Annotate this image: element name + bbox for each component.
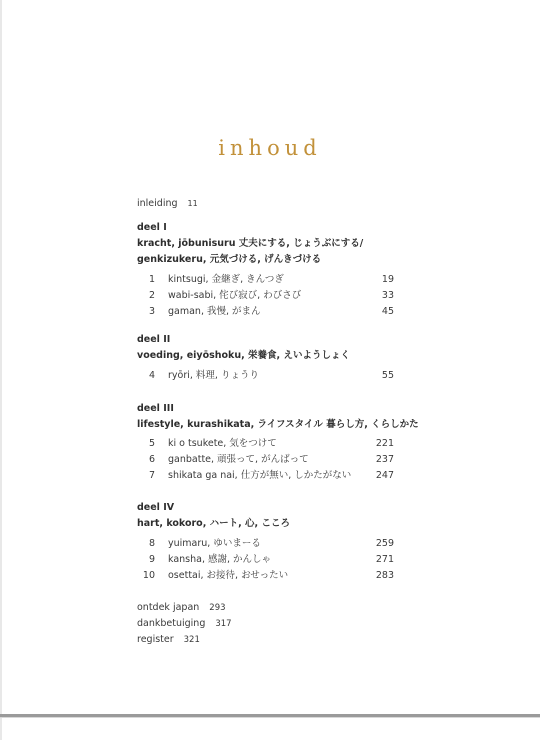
backmatter-page: 321 (183, 635, 200, 645)
chapter-number: 4 (148, 370, 155, 381)
chapter-title: wabi-sabi, 侘び寂び, わびさび (168, 290, 302, 301)
chapter-number: 6 (148, 454, 155, 465)
page-bottom-shadow (0, 717, 540, 718)
part-subtitle: voeding, eiyōshoku, 栄養食, えいようしょく (137, 350, 350, 361)
toc-chapter-entry[interactable] (137, 273, 394, 286)
toc-chapter-entry[interactable] (137, 453, 394, 466)
chapter-title: kintsugi, 金継ぎ, きんつぎ (168, 274, 284, 285)
toc-chapter-entry[interactable] (137, 569, 394, 582)
toc-chapter-entry[interactable] (137, 305, 394, 318)
part-subtitle: genkizukeru, 元気づける, げんきづける (137, 254, 322, 265)
part-subtitle: hart, kokoro, ハート, 心, こころ (137, 518, 290, 529)
chapter-title: ryōri, 料理, りょうり (168, 370, 259, 381)
toc-backmatter-entry[interactable] (137, 617, 232, 631)
chapter-title: gaman, 我慢, がまん (168, 306, 261, 317)
chapter-number: 2 (148, 290, 155, 301)
chapter-page: 55 (381, 370, 394, 381)
chapter-number: 8 (148, 538, 155, 549)
part-heading: deel IV (137, 502, 175, 513)
part-heading: deel I (137, 222, 167, 233)
chapter-page: 45 (381, 306, 394, 317)
chapter-number: 5 (148, 438, 155, 449)
chapter-page: 283 (375, 570, 394, 581)
toc-intro-page: 11 (187, 199, 198, 208)
chapter-number: 9 (148, 554, 155, 565)
part-heading: deel III (137, 403, 174, 414)
chapter-page: 19 (381, 274, 394, 285)
toc-chapter-entry[interactable] (137, 369, 394, 382)
chapter-page: 33 (381, 290, 394, 301)
toc-chapter-entry[interactable] (137, 437, 394, 450)
toc-chapter-entry[interactable] (137, 469, 394, 482)
page-edge (0, 0, 2, 740)
page-title: inhoud (218, 136, 322, 160)
chapter-page: 237 (375, 454, 394, 465)
backmatter-label: ontdek japan (137, 602, 200, 613)
chapter-title: osettai, お接待, おせったい (168, 570, 289, 581)
toc-chapter-entry[interactable] (137, 553, 394, 566)
chapter-page: 247 (375, 470, 394, 481)
part-heading: deel II (137, 334, 171, 345)
chapter-title: shikata ga nai, 仕方が無い, しかたがない (168, 470, 352, 481)
chapter-number: 1 (148, 274, 155, 285)
chapter-title: ganbatte, 頑張って, がんばって (168, 454, 309, 465)
backmatter-page: 317 (215, 619, 232, 629)
chapter-page: 259 (375, 538, 394, 549)
chapter-number: 7 (148, 470, 155, 481)
toc-chapter-entry[interactable] (137, 289, 394, 302)
chapter-number: 10 (142, 570, 155, 581)
chapter-title: yuimaru, ゆいまーる (168, 538, 261, 549)
chapter-title: kansha, 感謝, かんしゃ (168, 554, 272, 565)
part-subtitle: kracht, jōbunisuru 丈夫にする, じょうぶにする/ (137, 238, 364, 249)
toc-backmatter-entry[interactable] (137, 601, 226, 615)
chapter-number: 3 (148, 306, 155, 317)
chapter-title: ki o tsukete, 気をつけて (168, 438, 277, 449)
chapter-page: 271 (375, 554, 394, 565)
toc-intro[interactable] (137, 197, 198, 210)
backmatter-label: register (137, 634, 174, 645)
backmatter-page: 293 (209, 603, 226, 613)
part-subtitle: lifestyle, kurashikata, ライフスタイル 暮らし方, くらしかた (137, 419, 419, 430)
chapter-page: 221 (375, 438, 394, 449)
backmatter-label: dankbetuiging (137, 618, 206, 629)
toc-backmatter-entry[interactable] (137, 633, 200, 647)
toc-chapter-entry[interactable] (137, 537, 394, 550)
toc-intro-label: inleiding (137, 198, 178, 209)
